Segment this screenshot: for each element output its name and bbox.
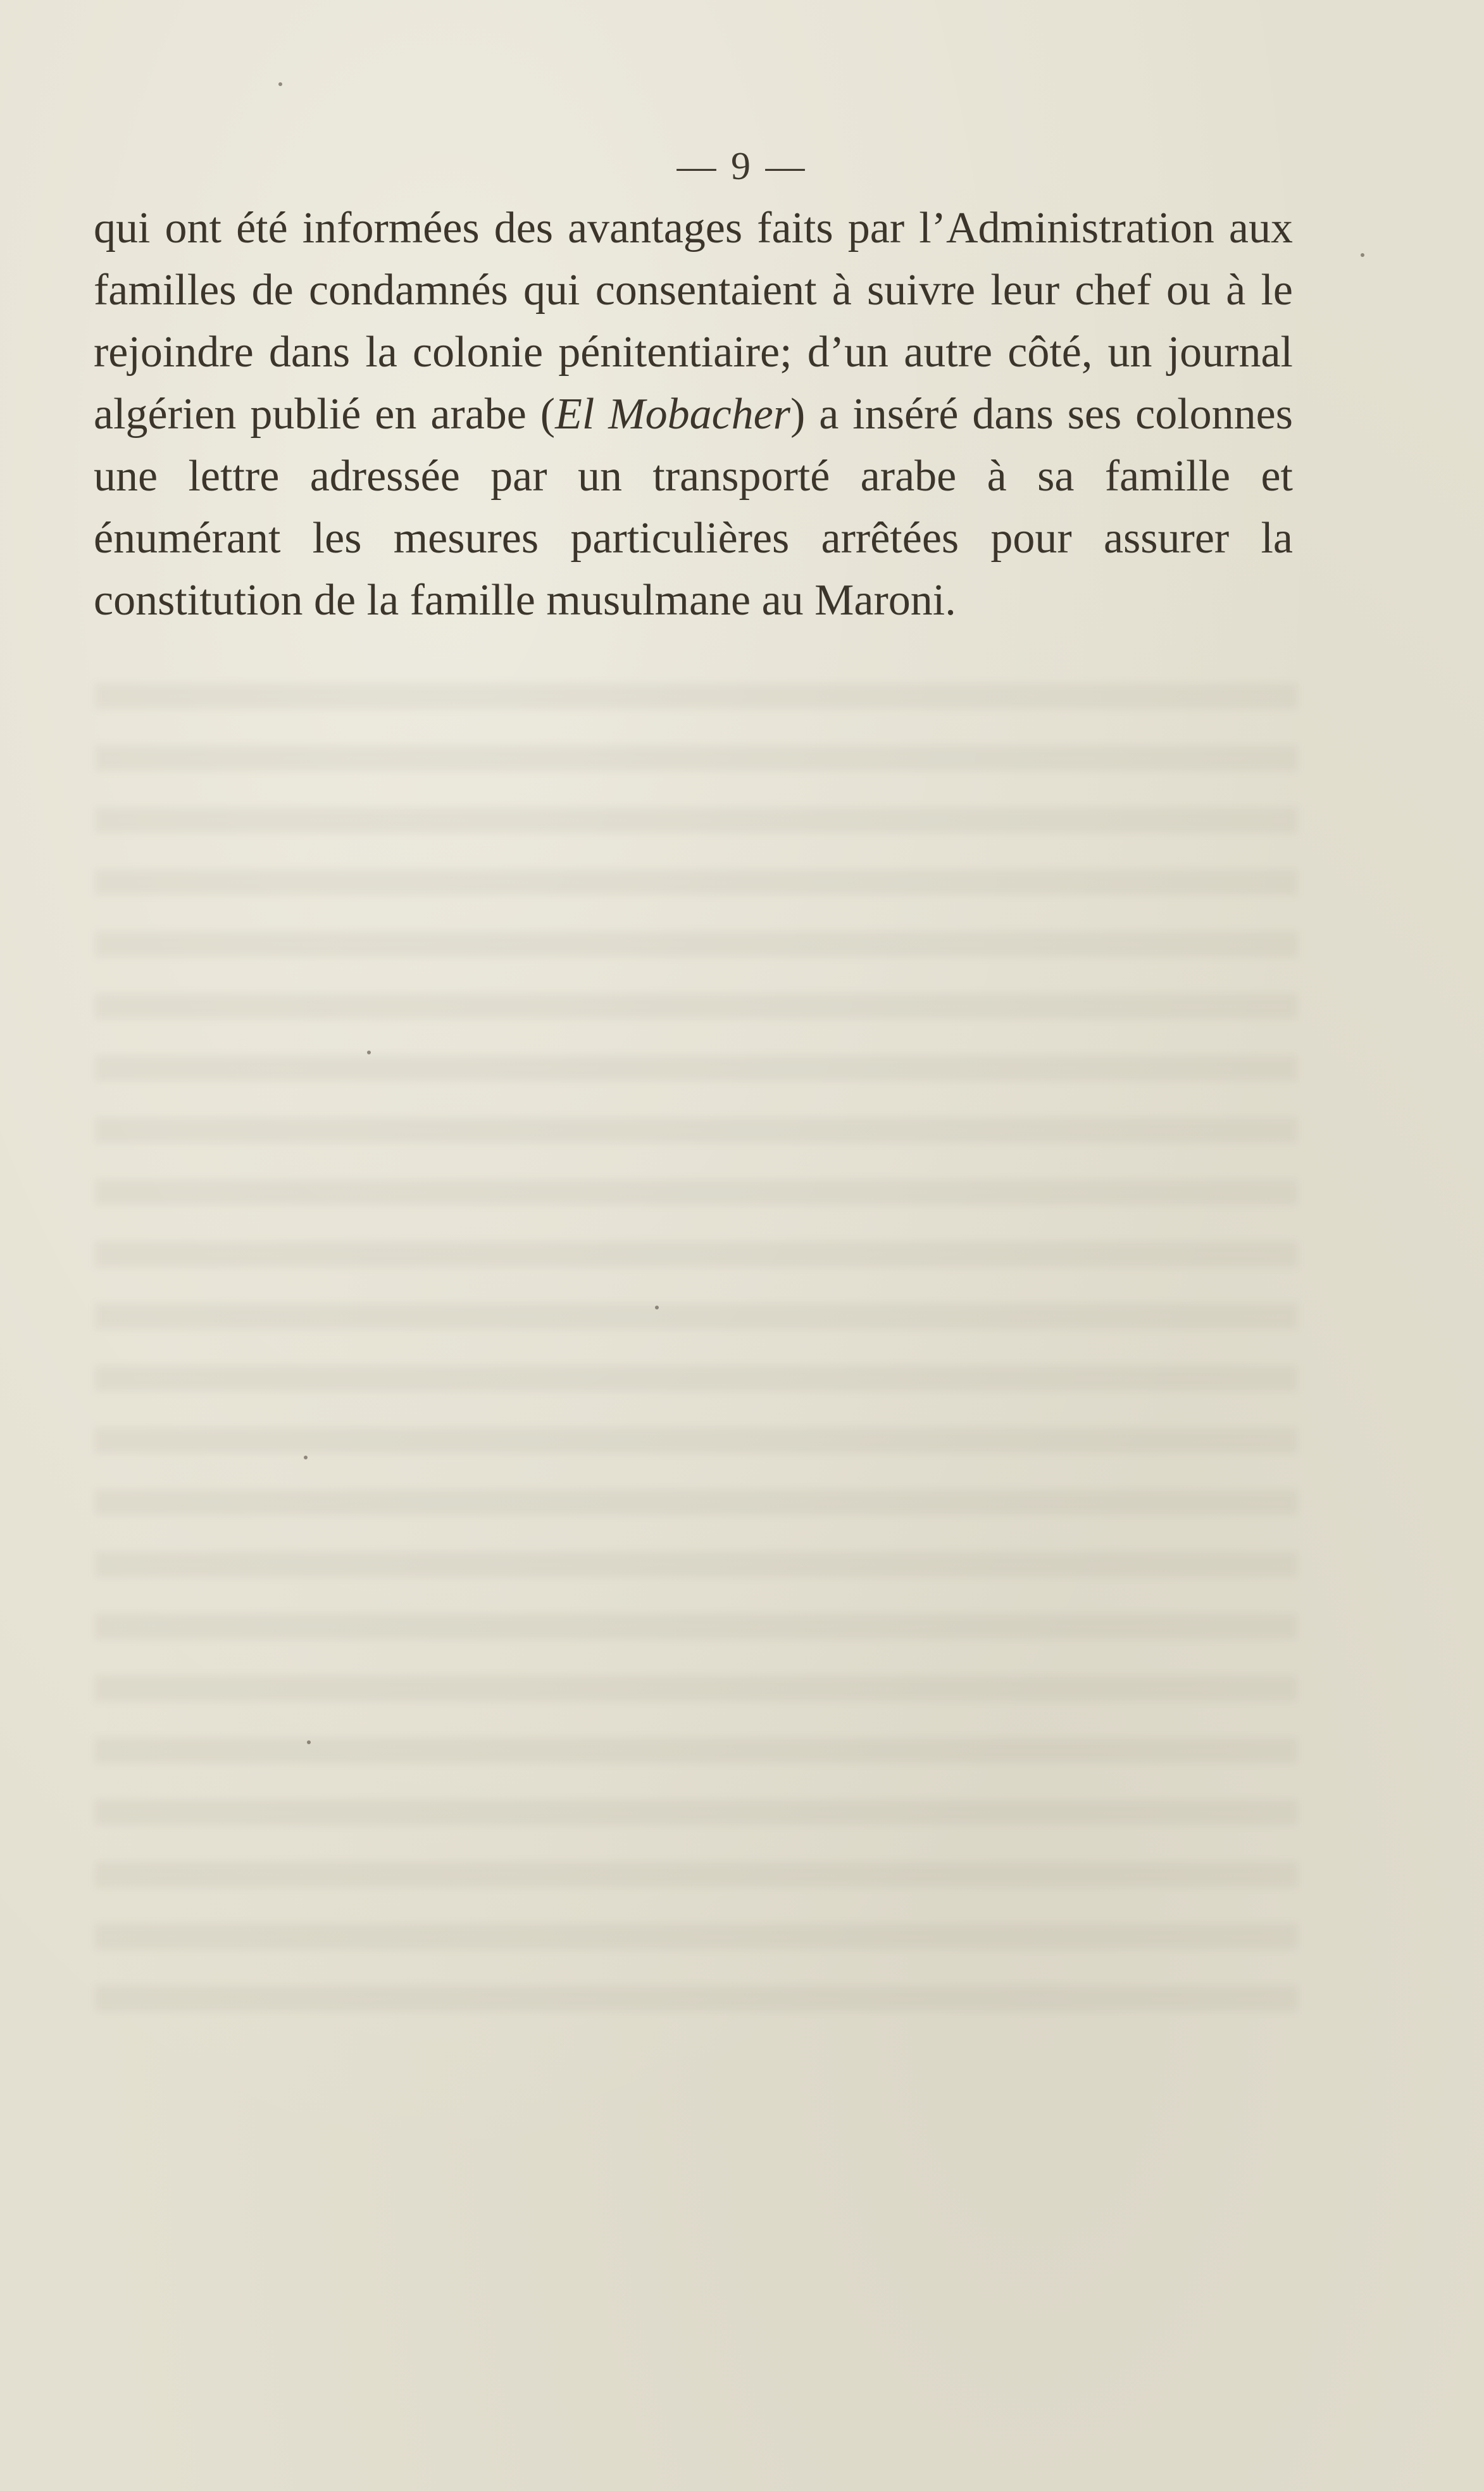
paper-speck: [1361, 253, 1364, 257]
newspaper-title: El Mobacher: [555, 390, 790, 439]
body-paragraph: [94, 197, 1293, 632]
paper-speck: [307, 1740, 311, 1744]
page-number: — 9 —: [677, 145, 807, 188]
paper-speck: [367, 1051, 371, 1054]
paragraph-text-end: ) a inséré dans ses colonnes une lettre adressée par un transporté arabe à sa famille et énumérant les mesures particulières arrêtées pour assurer la constitution de la famille musulmane au Maroni.: [94, 390, 1293, 625]
paragraph-text-start: qui ont été informées des avantages faits par l’Administration aux familles de condamnés qui consentaient à suivre leur chef ou à le rejoindre dans la colonie pénitentiaire; d’un autre côté, un journal algérien publié en arabe (: [94, 204, 1293, 439]
paper-speck: [278, 82, 282, 86]
paper-speck: [304, 1456, 308, 1459]
paper-speck: [655, 1306, 659, 1309]
show-through-texture: [95, 684, 1297, 2013]
